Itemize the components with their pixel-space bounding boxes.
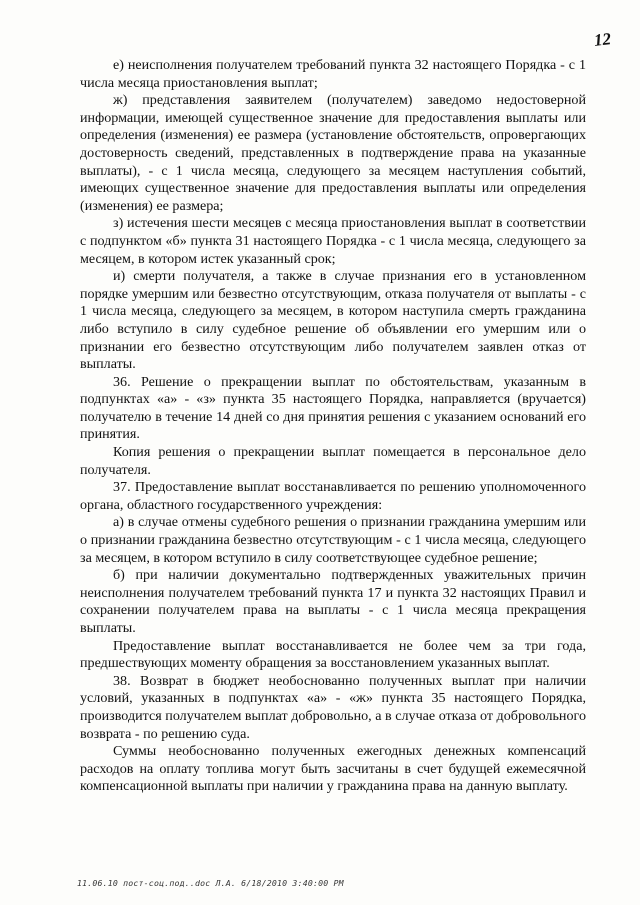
- clause-e: е) неисполнения получателем требований пункта 32 настоящего Порядка - с 1 числа месяца приостановления выплат;: [80, 57, 586, 91]
- section-37-b: б) при наличии документально подтвержденных уважительных причин неисполнения получателем требований пункта 17 и пункта 32 настоящих Правил и сохранении получателем права на выплаты - с 1 числа месяца прекращения выплаты.: [80, 567, 586, 636]
- clause-zh: ж) представления заявителем (получателем) заведомо недостоверной информации, имеющей существенное значение для предоставления выплаты или определения (изменения) ее размера (установление обстоятельств, опровергающих достоверность сведений, представленных в подтверждение права на указанные выплаты), - с 1 числа месяца, следующего за месяцем наступления событий, имеющих существенное значение для предоставления выплаты или определения (изменения) ее размера;: [80, 92, 586, 214]
- clause-i: и) смерти получателя, а также в случае признания его в установленном порядке умершим или безвестно отсутствующим, отказа получателя от выплаты - с 1 числа месяца, следующего за месяцем, в котором наступила смерть гражданина либо вступило в силу судебное решение об объявлении его умершим или о признании его безвестно отсутствующим либо получателем заявлен отказ от выплаты.: [80, 268, 586, 373]
- section-37-a: а) в случае отмены судебного решения о признании гражданина умершим или о признании гражданина безвестно отсутствующим - с 1 числа месяца, следующего за месяцем, в котором вступило в силу соответствующее судебное решение;: [80, 514, 586, 566]
- section-36-copy: Копия решения о прекращении выплат помещается в персональное дело получателя.: [80, 444, 586, 478]
- section-38-offset: Суммы необоснованно полученных ежегодных денежных компенсаций расходов на оплату топлива могут быть засчитаны в счет будущей ежемесячной компенсационной выплаты при наличии у гражданина права на данную выплату.: [80, 743, 586, 795]
- document-body: [80, 57, 586, 796]
- section-38: 38. Возврат в бюджет необоснованно полученных выплат при наличии условий, указанных в подпунктах «а» - «ж» пункта 35 настоящего Порядка, производится получателем выплат добровольно, а в случае отказа от добровольного возврата - по решению суда.: [80, 672, 586, 742]
- section-37-limit: Предоставление выплат восстанавливается не более чем за три года, предшествующих моменту обращения за восстановлением указанных выплат.: [80, 637, 586, 672]
- file-footer: 11.06.10 пост-соц.под..doc Л.А. 6/18/2010 3:40:00 PM: [77, 878, 344, 888]
- page-number: 12: [593, 29, 612, 50]
- clause-z: з) истечения шести месяцев с месяца приостановления выплат в соответствии с подпунктом «б» пункта 31 настоящего Порядка - с 1 числа месяца, следующего за месяцем, в котором истек указанный срок;: [80, 215, 586, 267]
- section-36: 36. Решение о прекращении выплат по обстоятельствам, указанным в подпунктах «а» - «з» пункта 35 настоящего Порядка, направляется (вручается) получателю в течение 14 дней со дня принятия решения с указанием оснований его принятия.: [80, 373, 586, 443]
- section-37: 37. Предоставление выплат восстанавливается по решению уполномоченного органа, областного государственного учреждения:: [80, 479, 586, 513]
